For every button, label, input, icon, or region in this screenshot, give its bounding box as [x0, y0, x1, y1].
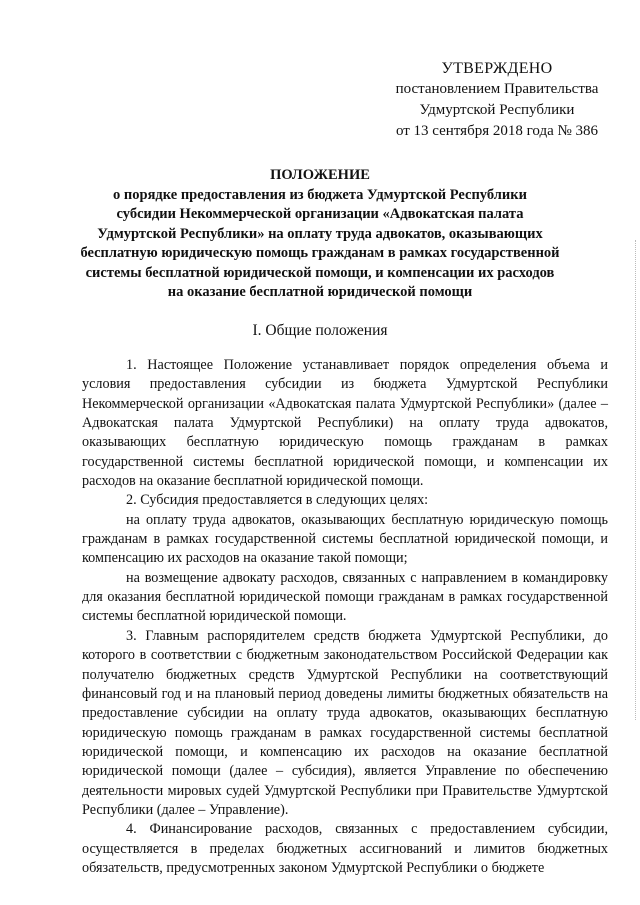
paragraph-4: 4. Финансирование расходов, связанных с предоставлением субсидии, осуществляется в пределах бюджетных ассигнований и лимитов бюджетных обязательств, предусмотренных законом Удмуртской Республики о бюджете	[82, 821, 608, 876]
document-title	[70, 166, 570, 303]
title-line-6: на оказание бесплатной юридической помощи	[167, 284, 473, 300]
approval-stamp	[372, 58, 622, 142]
title-line-2: субсидии Некоммерческой организации «Адвокатская палата	[116, 206, 524, 222]
title-line-4: бесплатную юридическую помощь гражданам в рамках государственной	[80, 245, 560, 261]
paragraph-2-item-2: на возмещение адвокату расходов, связанных с направлением в командировку для оказания бесплатной юридической помощи гражданам в рамках государственной системы бесплатной юридической помощи.	[82, 569, 608, 625]
paragraph-1: 1. Настоящее Положение устанавливает порядок определения объема и условия предоставления субсидии из бюджета Удмуртской Республики Некоммерческой организации «Адвокатская палата Удмуртской Республики» (далее – Адвокатская палата Удмуртской Республики) на оплату труда адвокатов, оказывающих бесплатную юридическую помощь гражданам в рамках государственной системы бесплатной юридической помощи, и компенсации их расходов на оказание бесплатной юридической помощи.	[82, 357, 608, 490]
paragraph-2-item-1: на оплату труда адвокатов, оказывающих бесплатную юридическую помощь гражданам в рамках государственной системы бесплатной юридической помощи, и компенсацию их расходов на оказание такой помощи;	[82, 511, 608, 567]
scan-edge	[635, 240, 640, 720]
title-line-5: системы бесплатной юридической помощи, и компенсации их расходов	[85, 264, 555, 281]
paragraph-3: 3. Главным распорядителем средств бюджета Удмуртской Республики, до которого в соответствии с бюджетным законодательством Российской Федерации как получателю бюджетных средств Удмуртской Республики на соответствующий финансовый год и на плановый период доведены лимиты бюджетных обязательств на предоставление субсидии на оплату труда адвокатов, оказывающих бесплатную юридическую помощь гражданам в рамках государственной системы бесплатной юридической помощи, и компенсацию их расходов на оказание бесплатной юридической помощи (далее – субсидия), является Управление по обеспечению деятельности мировых судей Удмуртской Республики при Правительстве Удмуртской Республики (далее – Управление).	[82, 627, 608, 818]
paragraph-2: 2. Субсидия предоставляется в следующих целях:	[126, 492, 429, 509]
approval-heading: УТВЕРЖДЕНО	[441, 60, 553, 77]
title-line-1: о порядке предоставления из бюджета Удмуртской Республики	[113, 186, 527, 203]
title-heading: ПОЛОЖЕНИЕ	[270, 167, 370, 183]
title-line-3: Удмуртской Республики» на оплату труда адвокатов, оказывающих	[97, 225, 543, 242]
approval-line-3: от 13 сентября 2018 года № 386	[395, 123, 599, 139]
section-title: I. Общие положения	[252, 322, 388, 339]
approval-line-1: постановлением Правительства	[395, 81, 599, 97]
approval-line-2: Удмуртской Республики	[419, 102, 575, 118]
document-body	[82, 356, 608, 878]
